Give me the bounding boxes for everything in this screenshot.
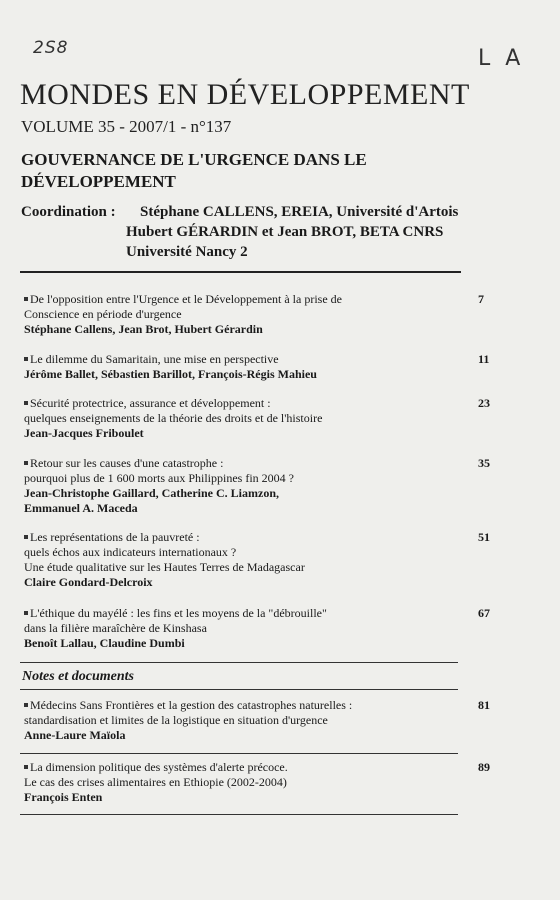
article-authors: Claire Gondard-Delcroix <box>24 575 153 589</box>
article-authors: François Enten <box>24 790 103 804</box>
toc-entry <box>24 760 464 805</box>
article-authors: Benoît Lallau, Claudine Dumbi <box>24 636 185 650</box>
article-title-line: quels échos aux indicateurs internationaux ? <box>24 545 237 559</box>
article-title-line: La dimension politique des systèmes d'alerte précoce. <box>30 760 288 774</box>
section-divider <box>20 662 458 663</box>
page-number: 51 <box>478 530 490 544</box>
handwritten-note-left: 2S8 <box>33 38 69 58</box>
bullet-icon <box>24 461 28 465</box>
article-authors: Jérôme Ballet, Sébastien Barillot, François-Régis Mahieu <box>24 367 317 381</box>
toc-entry <box>24 456 464 516</box>
article-title-line: De l'opposition entre l'Urgence et le Développement à la prise de <box>30 292 342 306</box>
section-title: Notes et documents <box>22 669 134 684</box>
bullet-icon <box>24 357 28 361</box>
toc-entry <box>24 352 464 382</box>
article-title-line: Médecins Sans Frontières et la gestion des catastrophes naturelles : <box>30 698 353 712</box>
article-title-line: Les représentations de la pauvreté : <box>30 530 200 544</box>
article-title-line: Conscience en période d'urgence <box>24 307 182 321</box>
article-authors: Jean-Christophe Gaillard, Catherine C. Liamzon, <box>24 486 279 500</box>
article-title-line: dans la filière maraîchère de Kinshasa <box>24 621 207 635</box>
article-title-line: Le dilemme du Samaritain, une mise en perspective <box>30 352 279 366</box>
article-title-line: Retour sur les causes d'une catastrophe : <box>30 456 224 470</box>
bullet-icon <box>24 703 28 707</box>
article-authors: Anne-Laure Maïola <box>24 728 126 742</box>
article-title-line: quelques enseignements de la théorie des droits et de l'histoire <box>24 411 323 425</box>
page-number: 23 <box>478 396 490 410</box>
header-divider <box>20 271 461 273</box>
page-number: 67 <box>478 606 490 620</box>
article-title-line: pourquoi plus de 1 600 morts aux Philippines fin 2004 ? <box>24 471 294 485</box>
article-title-line: Le cas des crises alimentaires en Ethiopie (2002-2004) <box>24 775 287 789</box>
article-title-line: Une étude qualitative sur les Hautes Terres de Madagascar <box>24 560 305 574</box>
section-divider <box>20 753 458 754</box>
coordination-line: Stéphane CALLENS, EREIA, Université d'Artois <box>140 204 459 220</box>
journal-volume: VOLUME 35 - 2007/1 - n°137 <box>21 117 232 136</box>
toc-entry <box>24 530 464 590</box>
page-number: 11 <box>478 352 490 366</box>
article-authors: Emmanuel A. Maceda <box>24 501 138 515</box>
article-title-line: L'éthique du mayélé : les fins et les moyens de la "débrouille" <box>30 606 327 620</box>
bullet-icon <box>24 401 28 405</box>
page-number: 35 <box>478 456 490 470</box>
coordination-line: Hubert GÉRARDIN et Jean BROT, BETA CNRS <box>126 224 444 240</box>
handwritten-note-right: L A <box>478 46 525 71</box>
toc-entry <box>24 698 464 743</box>
toc-entry <box>24 606 464 651</box>
coordination-line: Université Nancy 2 <box>126 244 248 260</box>
bullet-icon <box>24 297 28 301</box>
coordination-label: Coordination : <box>21 204 116 220</box>
bullet-icon <box>24 611 28 615</box>
page-number: 7 <box>478 292 484 306</box>
bullet-icon <box>24 765 28 769</box>
toc-entry <box>24 292 464 337</box>
section-divider <box>20 814 458 815</box>
page-number: 89 <box>478 760 490 774</box>
page-number: 81 <box>478 698 490 712</box>
toc-entry <box>24 396 464 441</box>
section-divider <box>20 689 458 690</box>
journal-title: MONDES EN DÉVELOPPEMENT <box>20 78 470 111</box>
article-authors: Jean-Jacques Friboulet <box>24 426 144 440</box>
bullet-icon <box>24 535 28 539</box>
article-title-line: standardisation et limites de la logistique en situation d'urgence <box>24 713 328 727</box>
issue-theme: GOUVERNANCE DE L'URGENCE DANS LE DÉVELOPPEMENT <box>21 150 367 191</box>
article-title-line: Sécurité protectrice, assurance et développement : <box>30 396 271 410</box>
article-authors: Stéphane Callens, Jean Brot, Hubert Gérardin <box>24 322 263 336</box>
